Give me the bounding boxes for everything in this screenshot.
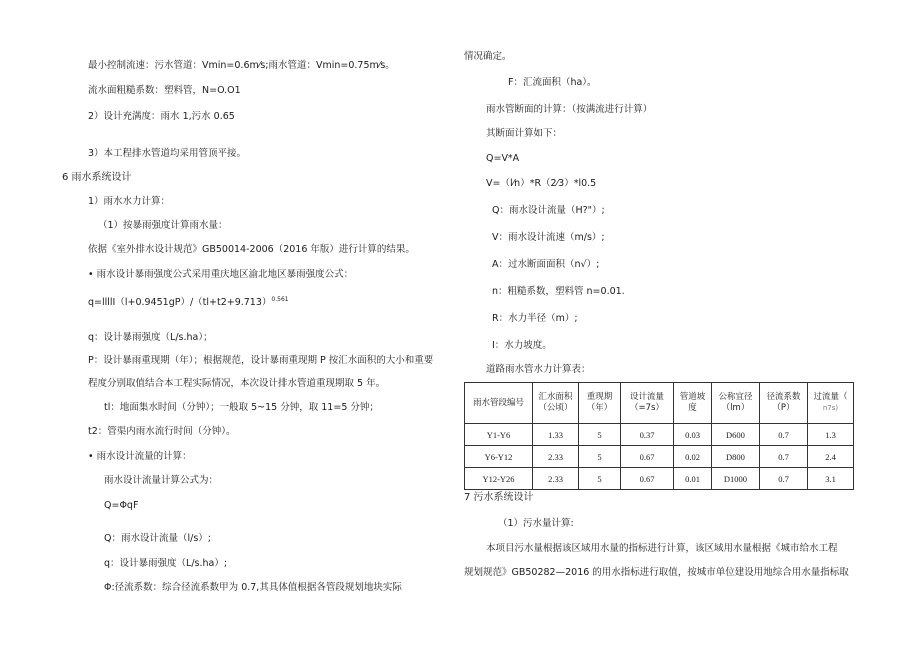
table-cell: 0.7 [760, 468, 808, 490]
hydraulic-radius-definition: R：水力半径（m）; [492, 313, 578, 324]
roughness-text: 流水面粗糙系数：塑料管，N=O.O1 [88, 85, 241, 96]
flow-formula: Q=ΦqF [104, 500, 139, 511]
flow-q-definition: Q：雨水设计流量（l/s）; [104, 533, 211, 544]
table-cell: Y12-Y26 [465, 468, 533, 490]
intensity-formula: $q=llllI(l+0.9451gP)/(tl+t2+9.713)^{0.561}$ [88, 296, 289, 308]
hydraulic-calc-item: 1）雨水水力计算： [88, 196, 171, 207]
table-cell: 5 [579, 446, 621, 468]
pipe-joint-text: 3）本工程排水管道均采用管顶平接。 [88, 148, 247, 159]
table-row [465, 424, 854, 446]
continuity-formula: Q=V*A [486, 153, 520, 164]
roughness-definition: n：粗糙系数，塑料管 n=0.01. [492, 286, 625, 297]
col-header-nominal-diameter: 公称宜径（lm） [712, 383, 760, 424]
flow-intensity-definition: q：设计暴雨强度（L/s.ha）; [104, 558, 228, 569]
table-row [465, 446, 854, 468]
table-cell: 0.03 [674, 424, 712, 446]
table-cell: 2.4 [808, 446, 854, 468]
sewage-basis-cont: 规划规范》GB50282—2016 的用水指标进行取值，按城市单位建设用地综合用水量指标取 [464, 567, 849, 578]
table-cell: 0.01 [674, 468, 712, 490]
table-cell: D800 [712, 446, 760, 468]
col-header-segment: 雨水管段编号 [465, 383, 533, 424]
table-cell: D1000 [712, 468, 760, 490]
table-cell: 0.67 [621, 468, 674, 490]
col-header-catchment-area: 汇水面积（公顷） [533, 383, 579, 424]
table-cell: 0.7 [760, 446, 808, 468]
velocity-definition: V：雨水设计流速（m/s）; [492, 232, 605, 243]
table-cell: 5 [579, 424, 621, 446]
col-header-return-period: 重现期（年） [579, 383, 621, 424]
flow-formula-intro: 雨水设计流量计算公式为： [104, 475, 219, 486]
p-definition-cont: 程度分别取值结合本工程实际情况，本次设计排水管道重现期取 5 年。 [88, 378, 386, 389]
flow-calc-heading: • 雨水设计流量的计算： [88, 451, 192, 462]
design-flow-definition: Q：雨水设计流量（H?"）; [492, 205, 605, 216]
catchment-area-definition: F：汇流面积（ha）。 [508, 77, 597, 88]
table-cell: 3.1 [808, 468, 854, 490]
col-header-slope: 管道坡度 [674, 383, 712, 424]
runoff-cont-text: 情况确定。 [464, 51, 512, 62]
table-caption: 道路雨水管水力计算表： [486, 364, 591, 375]
table-row [465, 468, 854, 490]
table-cell: 0.02 [674, 446, 712, 468]
q-definition: q：设计暴雨强度（L/s.ha）； [88, 332, 213, 343]
table-cell: Y6-Y12 [465, 446, 533, 468]
table-cell: 1.33 [533, 424, 579, 446]
table-cell: 0.67 [621, 446, 674, 468]
col-header-runoff-coefficient: 径流系数（P） [760, 383, 808, 424]
section-calc-followup: 其断面计算如下： [486, 128, 563, 139]
section-7-heading: 7 污水系统设计 [464, 492, 534, 503]
table-cell: 2.33 [533, 468, 579, 490]
table-cell: Y1-Y6 [465, 424, 533, 446]
sewage-basis-text: 本项目污水量根据该区域用水量的指标进行计算，该区域用水量根据《城市给水工程 [486, 543, 838, 554]
table-cell: D600 [712, 424, 760, 446]
t2-definition: t2：管渠内雨水流行时间（分钟）。 [88, 426, 236, 437]
table-cell: 0.7 [760, 424, 808, 446]
table-cell: 2.33 [533, 446, 579, 468]
fill-degree-text: 2）设计充满度：雨水 1,污水 0.65 [88, 111, 235, 122]
manning-formula: V=（l⁄n）*R（2⁄3）*l0.5 [486, 178, 597, 189]
min-velocity-text: 最小控制流速：污水管道：Vmin=0.6m⁄s;雨水管道：Vmin=0.75m⁄s。 [88, 60, 395, 71]
t1-definition: tl：地面集水时间（分钟）；一般取 5~15 分钟，取 11=5 分钟； [104, 402, 379, 413]
storm-intensity-item: （1）按暴雨强度计算雨水量： [98, 220, 228, 231]
table-cell: 1.3 [808, 424, 854, 446]
p-definition: P：设计暴雨重现期（年）；根据规范，设计暴雨重现期 P 按汇水面积的大小和重要 [88, 355, 434, 366]
section-calc-intro: 雨水管断面的计算：（按满流进行计算） [486, 104, 653, 115]
col-header-capacity: 过流量（ n7s) [808, 383, 854, 424]
hydraulic-slope-definition: I：水力坡度。 [492, 340, 552, 351]
storm-pipe-hydraulic-table [464, 382, 854, 490]
table-cell: 0.37 [621, 424, 674, 446]
section-6-heading: 6 雨水系统设计 [62, 172, 132, 183]
sewage-calc-item: （1）污水量计算: [498, 518, 574, 529]
col-header-design-flow: 设计流量（=7s） [621, 383, 674, 424]
area-definition: A：过水断面面积（n√）; [492, 259, 600, 270]
table-header-row [465, 383, 854, 424]
intensity-formula-intro: • 雨水设计暴雨强度公式采用重庆地区渝北地区暴雨强度公式： [88, 269, 354, 280]
table-cell: 5 [579, 468, 621, 490]
runoff-coefficient-text: Φ:径流系数：综合径流系数甲为 0.7,其具体值根据各管段规划地块实际 [104, 582, 402, 593]
code-reference-text: 依据《室外排水设计规范》GB50014-2006（2016 年版）进行计算的结果。 [88, 244, 415, 255]
